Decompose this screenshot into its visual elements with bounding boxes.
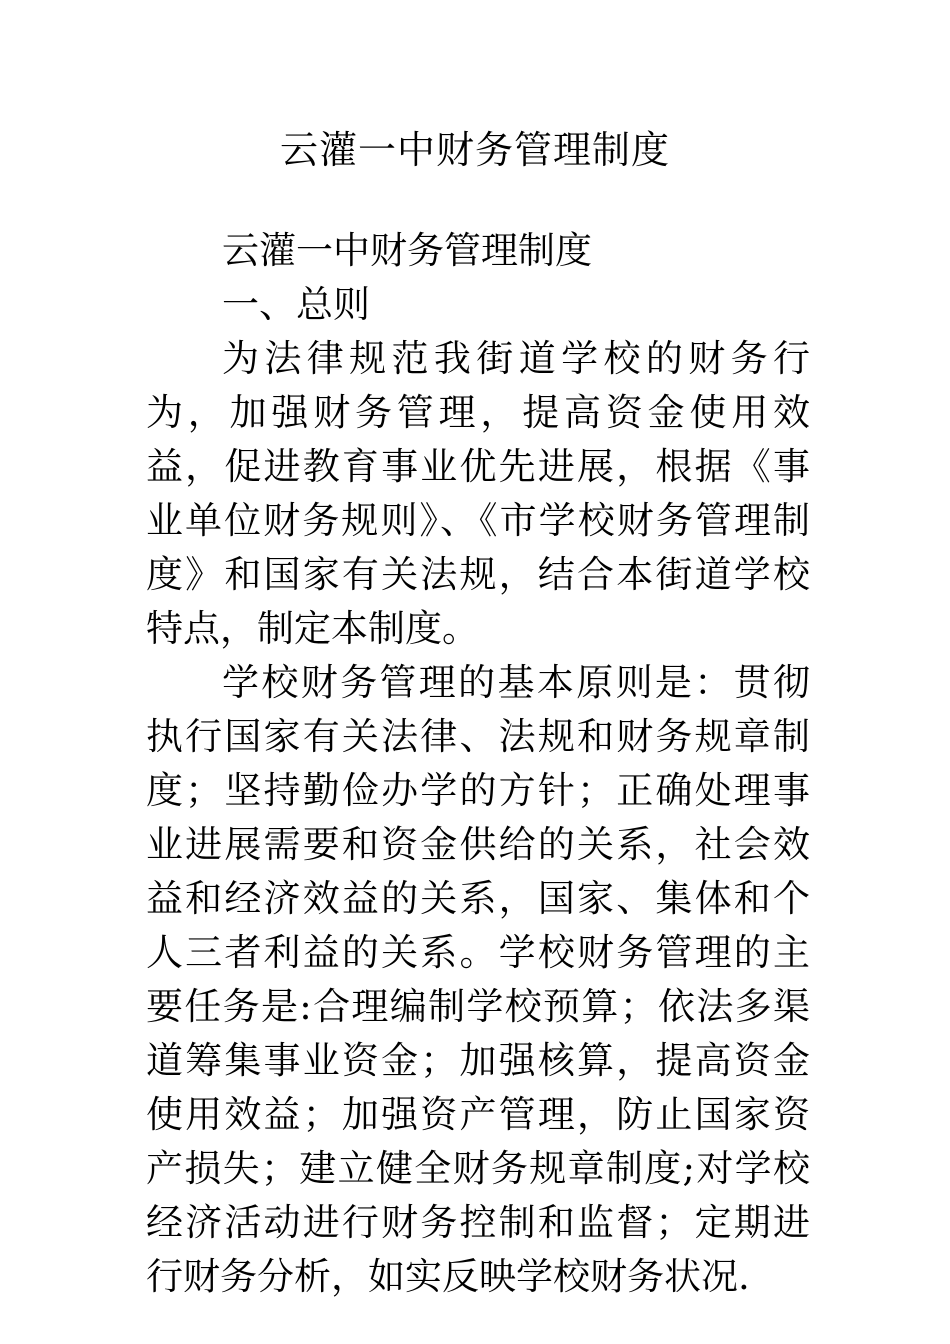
paragraph-purpose: 为法律规范我街道学校的财务行为，加强财务管理，提高资金使用效益，促进教育事业优先进展，根据《事业单位财务规则》、《市学校财务管理制度》和国家有关法规，结合本街道学校特点，制定本制度。 <box>146 337 810 650</box>
document-title: 云灌一中财务管理制度 <box>279 128 670 172</box>
section-heading-general: 一、总则 <box>222 283 370 326</box>
document-body <box>146 224 810 1304</box>
body-heading: 云灌一中财务管理制度 <box>222 229 592 272</box>
paragraph-principles: 学校财务管理的基本原则是：贯彻执行国家有关法律、法规和财务规章制度；坚持勤俭办学的方针；正确处理事业进展需要和资金供给的关系，社会效益和经济效益的关系，国家、集体和个人三者利益的关系。学校财务管理的主要任务是:合理编制学校预算；依法多渠道筹集事业资金；加强核算，提高资金使用效益；加强资产管理，防止国家资产损失；建立健全财务规章制度;对学校经济活动进行财务控制和监督；定期进行财务分析，如实反映学校财务状况. <box>146 661 810 1298</box>
